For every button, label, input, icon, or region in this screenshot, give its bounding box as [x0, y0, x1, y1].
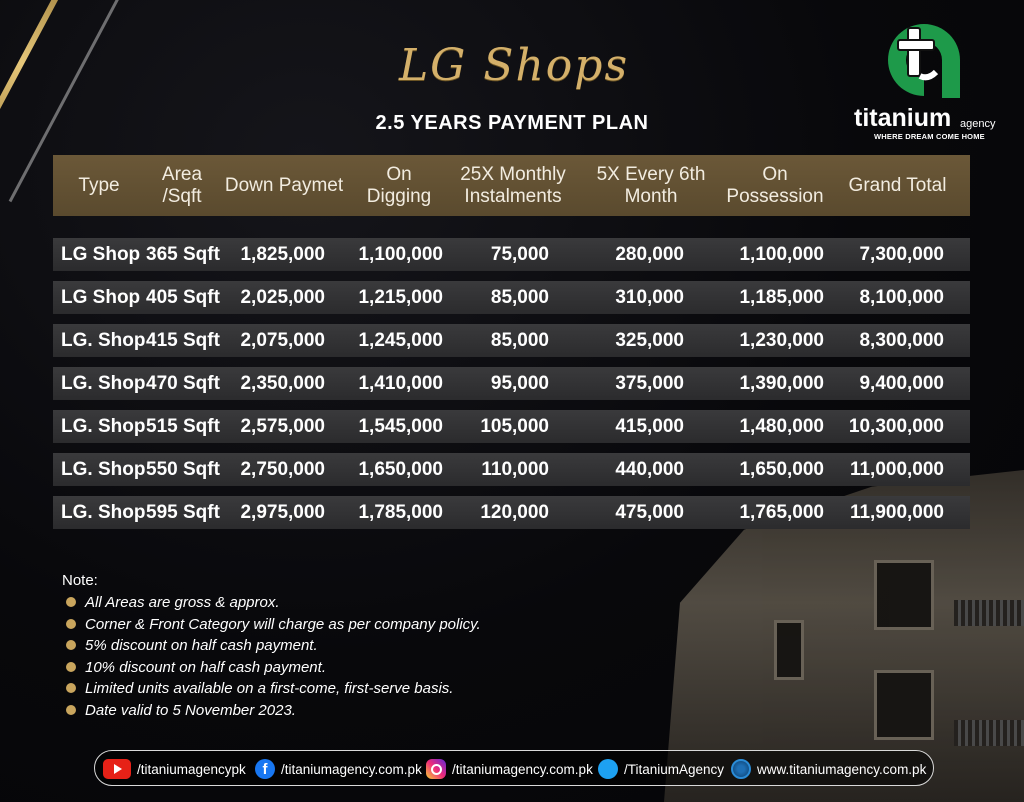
cell-area: 470 Sqft	[146, 373, 220, 394]
titanium-logo-icon	[882, 18, 966, 102]
header-type: Type	[78, 174, 120, 196]
table-row	[53, 496, 970, 529]
instagram-handle: /titaniumagency.com.pk	[452, 761, 593, 777]
cell-on-possession: 1,765,000	[739, 502, 824, 523]
header-down-payment: Down Paymet	[224, 174, 344, 196]
note-item	[62, 657, 582, 679]
note-item	[62, 678, 582, 700]
page-title: LG Shops	[398, 40, 630, 91]
cell-area: 515 Sqft	[146, 416, 220, 437]
note-text: Limited units available on a first-come, first-serve basis.	[85, 680, 454, 697]
cell-six-month: 280,000	[615, 244, 684, 265]
cell-type: LG Shop	[61, 244, 141, 265]
youtube-handle: /titaniumagencypk	[137, 761, 246, 777]
note-item	[62, 635, 582, 657]
twitter-icon	[598, 759, 618, 779]
cell-on-possession: 1,480,000	[739, 416, 824, 437]
cell-monthly: 110,000	[481, 459, 549, 480]
cell-grand-total: 11,000,000	[849, 459, 944, 480]
note-text: Corner & Front Category will charge as per company policy.	[85, 615, 481, 633]
cell-type: LG. Shop	[61, 373, 146, 394]
header-six-month: 5X Every 6th Month	[596, 163, 706, 207]
globe-icon	[731, 759, 751, 779]
header-area: Area /Sqft	[161, 163, 203, 207]
twitter-link[interactable]	[598, 751, 724, 787]
cell-monthly: 75,000	[490, 244, 549, 265]
header-grand-total: Grand Total	[848, 174, 947, 196]
building-window	[874, 560, 934, 630]
cell-six-month: 375,000	[615, 373, 684, 394]
cell-grand-total: 9,400,000	[859, 373, 944, 394]
table-row	[53, 410, 970, 443]
cell-on-digging: 1,245,000	[358, 330, 443, 351]
cell-down-payment: 1,825,000	[240, 244, 325, 265]
cell-down-payment: 2,350,000	[240, 373, 325, 394]
note-text: 5% discount on half cash payment.	[85, 637, 318, 654]
facebook-icon: f	[255, 759, 275, 779]
instagram-icon	[426, 759, 446, 779]
cell-on-digging: 1,650,000	[358, 459, 443, 480]
cell-six-month: 325,000	[615, 330, 684, 351]
titanium-logo	[850, 14, 1000, 144]
header-on-digging: On Digging	[366, 163, 432, 207]
table-header	[53, 155, 970, 216]
building-balcony	[954, 720, 1024, 746]
facebook-handle: /titaniumagency.com.pk	[281, 761, 422, 777]
instagram-link[interactable]	[426, 751, 593, 787]
notes-title: Note:	[62, 572, 98, 589]
cell-on-digging: 1,215,000	[358, 287, 443, 308]
cell-type: LG. Shop	[61, 416, 146, 437]
twitter-handle: /TitaniumAgency	[624, 761, 725, 777]
cell-six-month: 440,000	[615, 459, 684, 480]
notes-section	[62, 572, 582, 721]
cell-down-payment: 2,075,000	[240, 330, 325, 351]
cell-grand-total: 11,900,000	[849, 502, 944, 523]
header-monthly-instalments: 25X Monthly Instalments	[460, 163, 566, 207]
cell-grand-total: 8,100,000	[859, 287, 944, 308]
header-on-possession: On Possession	[726, 163, 824, 207]
cell-grand-total: 7,300,000	[859, 244, 944, 265]
website-link[interactable]	[731, 751, 926, 787]
social-footer-bar	[94, 750, 934, 786]
cell-type: LG. Shop	[61, 330, 146, 351]
cell-area: 415 Sqft	[146, 330, 220, 351]
bullet-icon	[66, 597, 76, 607]
bullet-icon	[66, 683, 76, 693]
brand-tagline: WHERE DREAM COME HOME	[874, 132, 985, 141]
cell-type: LG Shop	[61, 287, 141, 308]
page-subtitle: 2.5 YEARS PAYMENT PLAN	[375, 112, 649, 134]
cell-area: 405 Sqft	[146, 287, 220, 308]
building-window	[874, 670, 934, 740]
cell-on-digging: 1,410,000	[358, 373, 443, 394]
cell-six-month: 415,000	[615, 416, 684, 437]
bullet-icon	[66, 640, 76, 650]
cell-grand-total: 8,300,000	[859, 330, 944, 351]
note-text: All Areas are gross & approx.	[85, 594, 280, 611]
website-url: www.titaniumagency.com.pk	[757, 761, 927, 777]
cell-six-month: 310,000	[615, 287, 684, 308]
brand-suffix: agency	[960, 118, 996, 130]
cell-monthly: 120,000	[480, 502, 549, 523]
table-row	[53, 453, 970, 486]
note-item	[62, 700, 582, 722]
table-row	[53, 238, 970, 271]
cell-six-month: 475,000	[615, 502, 684, 523]
cell-type: LG. Shop	[61, 502, 146, 523]
bullet-icon	[66, 619, 76, 629]
brand-name: titanium	[854, 104, 952, 132]
table-row	[53, 367, 970, 400]
cell-on-possession: 1,650,000	[739, 459, 824, 480]
cell-monthly: 85,000	[490, 330, 549, 351]
bullet-icon	[66, 705, 76, 715]
cell-on-possession: 1,230,000	[739, 330, 824, 351]
cell-area: 365 Sqft	[146, 244, 220, 265]
cell-down-payment: 2,025,000	[240, 287, 325, 308]
gold-stripe-decoration	[0, 0, 85, 179]
cell-monthly: 95,000	[490, 373, 549, 394]
table-row	[53, 281, 970, 314]
youtube-icon	[103, 759, 131, 779]
cell-down-payment: 2,975,000	[240, 502, 325, 523]
note-text: Date valid to 5 November 2023.	[85, 701, 296, 719]
cell-monthly: 85,000	[490, 287, 549, 308]
cell-type: LG. Shop	[61, 459, 146, 480]
cell-area: 595 Sqft	[146, 502, 220, 523]
facebook-link[interactable]	[255, 751, 422, 787]
cell-down-payment: 2,575,000	[240, 416, 325, 437]
note-item	[62, 614, 582, 636]
cell-grand-total: 10,300,000	[848, 416, 944, 437]
cell-on-possession: 1,390,000	[739, 373, 824, 394]
cell-on-digging: 1,785,000	[358, 502, 443, 523]
note-text: 10% discount on half cash payment.	[85, 658, 326, 676]
cell-on-digging: 1,100,000	[358, 244, 443, 265]
building-balcony	[954, 600, 1024, 626]
youtube-link[interactable]	[103, 751, 246, 787]
building-window	[774, 620, 804, 680]
cell-down-payment: 2,750,000	[240, 459, 325, 480]
cell-on-possession: 1,185,000	[739, 287, 824, 308]
bullet-icon	[66, 662, 76, 672]
cell-on-possession: 1,100,000	[739, 244, 824, 265]
cell-area: 550 Sqft	[146, 459, 220, 480]
cell-monthly: 105,000	[480, 416, 549, 437]
note-item	[62, 592, 582, 614]
cell-on-digging: 1,545,000	[358, 416, 443, 437]
table-row	[53, 324, 970, 357]
